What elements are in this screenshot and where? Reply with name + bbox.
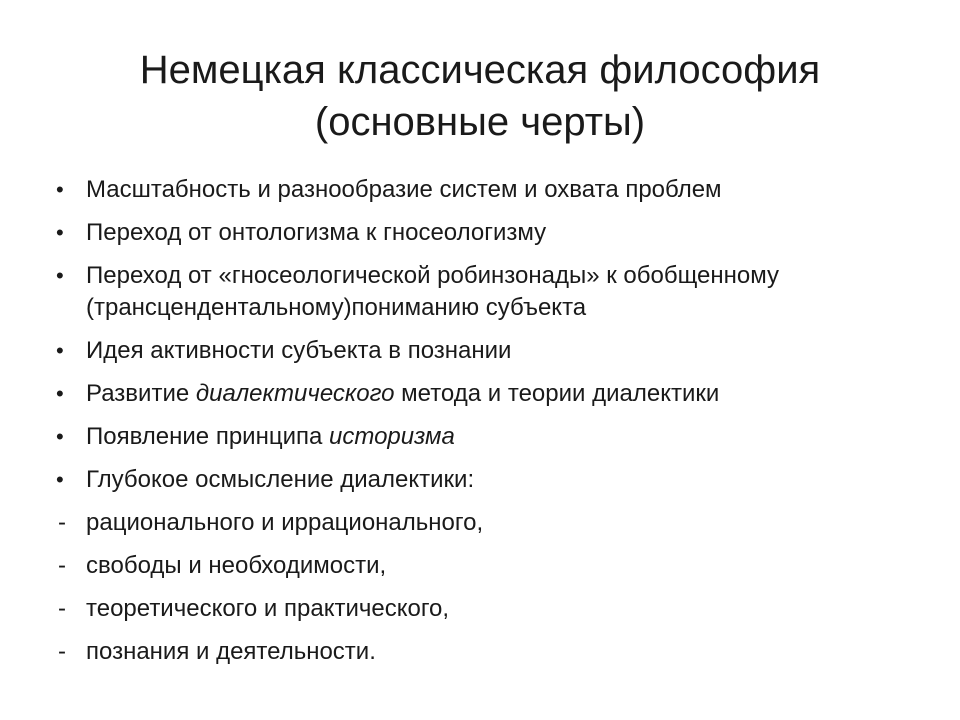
bullet-marker: • [56,424,64,449]
text-segment: свободы и необходимости, [86,552,387,579]
slide-title [60,44,900,148]
text-segment: Масштабность и разнообразие систем и охвата проблем [86,176,722,203]
text-segment: познания и деятельности. [86,638,376,665]
text-segment: метода и теории диалектики [394,380,720,407]
list-item-text [86,638,376,665]
list-item-text [86,466,474,493]
dash-marker: - [58,552,66,579]
text-segment: теоретического и практического, [86,595,450,622]
dash-marker: - [58,638,66,665]
text-segment: рационального и иррационального, [86,509,484,536]
dash-list-item [54,550,914,582]
dash-list-item [54,593,914,625]
dash-marker: - [58,509,66,536]
emphasized-term: диалектического [195,380,395,407]
bullet-marker: • [56,220,64,245]
list-item-text [86,219,546,246]
bullet-list-item [54,335,914,367]
bullet-list-item [54,378,914,410]
list-item-text [86,380,719,407]
bullet-list-item [54,464,914,496]
slide-title-line-2: (основные черты) [314,100,646,144]
text-segment: Идея активности субъекта в познании [86,337,512,364]
bullet-list-item [54,421,914,453]
text-segment: Переход от онтологизма к гносеологизму [86,219,547,246]
bullet-marker: • [56,381,64,406]
bullet-marker: • [56,467,64,492]
bullet-marker: • [56,263,64,288]
slide-title-line-1: Немецкая классическая философия [139,48,821,92]
dash-list-item [54,636,914,668]
list-item-text [86,552,386,579]
dash-marker: - [58,595,66,622]
list-item-text [86,176,722,203]
bullet-list-item [54,260,914,324]
emphasized-term: историзма [329,423,455,450]
text-segment: Переход от «гносеологической робинзонады» к обобщенному (трансцендентальному)пониманию субъекта [86,262,780,321]
bullet-list [54,174,914,679]
bullet-marker: • [56,338,64,363]
list-item-text [86,423,455,450]
bullet-marker: • [56,177,64,202]
bullet-list-item [54,174,914,206]
list-item-text [86,337,511,364]
text-segment: Глубокое осмысление диалектики: [86,466,475,493]
list-item-text [86,595,449,622]
list-item-text [86,262,779,321]
text-segment: Появление принципа [86,423,329,450]
dash-list-item [54,507,914,539]
text-segment: Развитие [86,380,196,407]
list-item-text [86,509,483,536]
bullet-list-item [54,217,914,249]
